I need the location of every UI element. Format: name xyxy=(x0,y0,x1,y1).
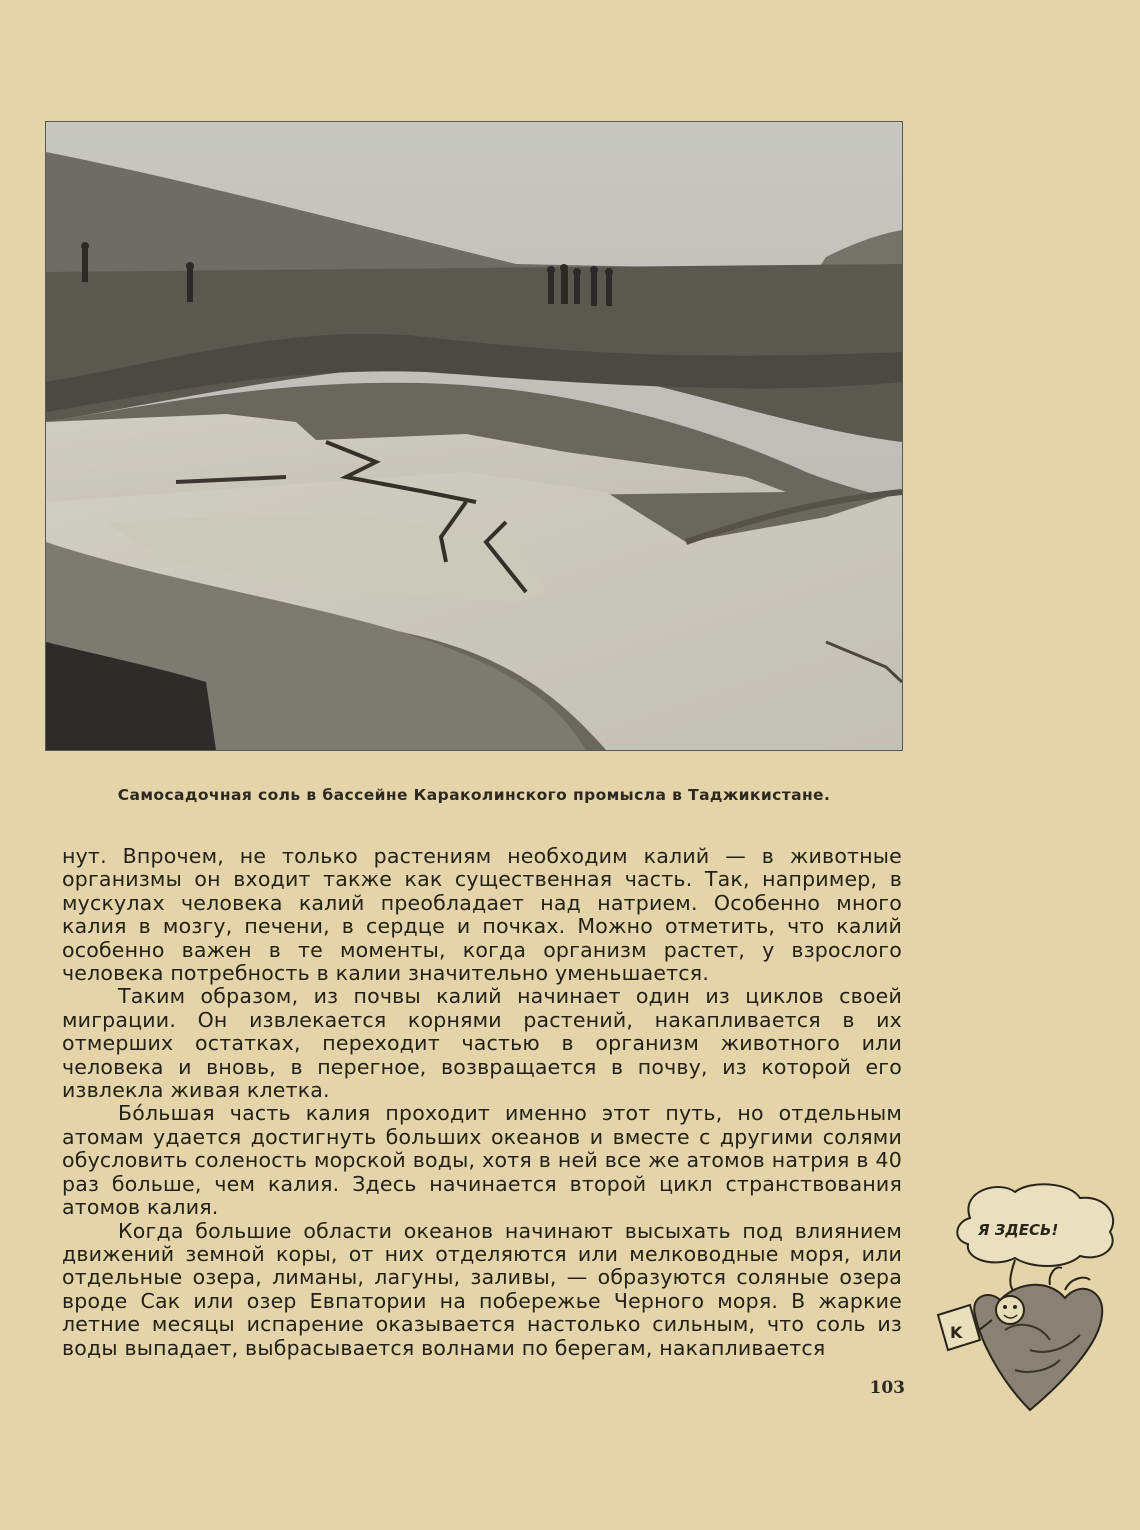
figure-caption: Самосадочная соль в бассейне Караколинского промысла в Таджикистане. xyxy=(117,786,831,804)
potassium-heart-mascot xyxy=(930,1180,1125,1425)
paragraph-1: нут. Впрочем, не только растениям необходим калий — в животные организмы он входит также как существенная часть. Так, например, в мускулах человека калий преобладает над натрием. Особенно много калия в мозгу, печени, в сердце и почках. Можно отметить, что калий особенно важен в те моменты, когда организм растет, у взрослого человека потребность в калии значительно уменьшается. xyxy=(62,844,902,986)
mascot-speech: Я ЗДЕСЬ! xyxy=(978,1221,1059,1239)
paragraph-2: Таким образом, из почвы калий начинает один из циклов своей миграции. Он извлекается корнями растений, накапливается в их отмерших остатках, переходит частью в организм животного или человека и вновь, в перегное, возвращается в почву, из которой его извлекла живая клетка. xyxy=(62,984,902,1103)
page-number: 103 xyxy=(869,1378,905,1398)
paragraph-4: Когда большие области океанов начинают высыхать под влиянием движений земной коры, от них отделяются или мелководные моря, или отдельные озера, лиманы, лагуны, заливы, — образуются соляные озера вроде Сак или озер Евпатории на побережье Черного моря. В жаркие летние месяцы испарение оказывается настолько сильным, что соль из воды выпадает, выбрасывается волнами по берегам, накапливается xyxy=(62,1218,902,1360)
flag-letter: K xyxy=(950,1323,963,1342)
body-text xyxy=(62,845,902,1360)
paragraph-3: Бо́льшая часть калия проходит именно этот путь, но отдельным атомам удается достигнуть больших океанов и вместе с другими солями обусловить соленость морской воды, хотя в ней все же атомов натрия в 40 раз больше, чем калия. Здесь начинается второй цикл странствования атомов калия. xyxy=(62,1101,902,1220)
salt-lake-photo xyxy=(46,122,902,750)
